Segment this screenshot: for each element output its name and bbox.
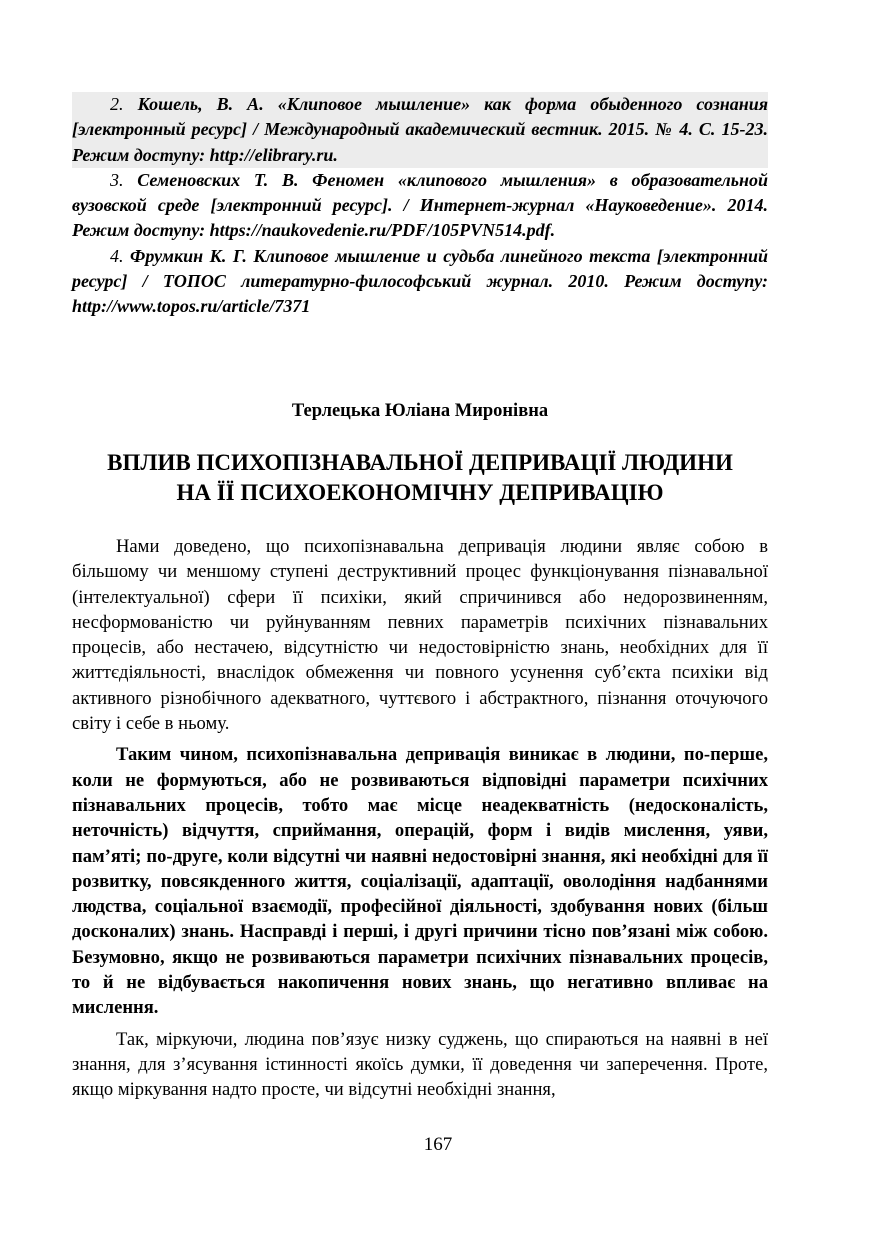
article-body bbox=[72, 534, 768, 1109]
reference-item bbox=[72, 92, 768, 168]
reference-text: Семеновских Т. В. Феномен «клипового мышления» в образовательной вузовской среде [электронний ресурс]. / Интернет-журнал «Науковедение». 2014. Режим доступу: https://naukovedenie.ru/PDF/105PVN514.pdf. bbox=[72, 169, 769, 241]
body-paragraph: Нами доведено, що психопізнавальна депривація людини являє собою в більшому чи меншому ступені деструктивний процес функціонування пізнавальної (інтелектуальної) сфери її психіки, який спричинився або недорозвиненням, несформованістю чи руйнуванням певних параметрів психічних пізнавальних процесів, або нестачею, відсутністю чи недостовірністю знань, необхідних для її життєдіяльності, внаслідок обмеження чи повного усунення суб’єкта психіки від активного різнобічного адекватного, чуттєвого і абстрактного, пізнання оточуючого світу і себе в ньому. bbox=[72, 536, 768, 735]
reference-list bbox=[72, 92, 768, 320]
author-name: Терлецька Юліана Миронівна bbox=[291, 401, 549, 421]
reference-item bbox=[72, 244, 768, 320]
body-paragraph: Так, міркуючи, людина пов’язує низку суджень, що спираються на наявні в неї знання, для з’ясування істинності якоїсь думки, її доведення чи заперечення. Проте, якщо міркування надто просте, чи відсутні необхідні знання, bbox=[72, 1028, 768, 1101]
reference-item bbox=[72, 168, 768, 244]
article-title bbox=[72, 448, 768, 508]
reference-number: 2. bbox=[110, 94, 124, 114]
article-title-line: ВПЛИВ ПСИХОПІЗНАВАЛЬНОЇ ДЕПРИВАЦІЇ ЛЮДИНИ bbox=[107, 450, 733, 475]
reference-text: Фрумкин К. Г. Клиповое мышление и судьба линейного текста [электронний ресурс] / ТОПОС литературно-философський журнал. 2010. Режим доступу: http://www.topos.ru/article/7371 bbox=[72, 245, 769, 317]
article-title-line: НА ЇЇ ПСИХОЕКОНОМІЧНУ ДЕПРИВАЦІЮ bbox=[176, 480, 664, 505]
reference-number: 4. bbox=[110, 245, 124, 266]
page-number: 167 bbox=[423, 1134, 453, 1155]
body-paragraph: Таким чином, психопізнавальна депривація виникає в людини, по-перше, коли не формуються, або не розвиваються відповідні параметри психічних пізнавальних процесів, тобто має місце неадекватність (недосконалість, неточність) відчуття, сприймання, операцій, форм і видів мислення, уяви, пам’яті; по-друге, коли відсутні чи наявні недостовірні знання, які необхідні для її розвитку, повсякденного життя, соціалізації, адаптації, оволодіння надбаннями людства, соціальної взаємодії, професійної діяльності, здобування нових (більш досконалих) знань. Насправді і перші, і другі причини тісно пов’язані між собою. Безумовно, якщо не розвиваються параметри психічних пізнавальних процесів, то й не відбувається накопичення нових знань, що негативно впливає на мислення. bbox=[72, 744, 768, 1019]
reference-text: Кошель, В. А. «Клиповое мышление» как форма обыденного сознания [электронный ресурс] / Международный академический вестник. 2015. № 4. С. 15-23. Режим доступу: http://elibrary.ru. bbox=[72, 94, 769, 165]
reference-number: 3. bbox=[110, 169, 124, 190]
